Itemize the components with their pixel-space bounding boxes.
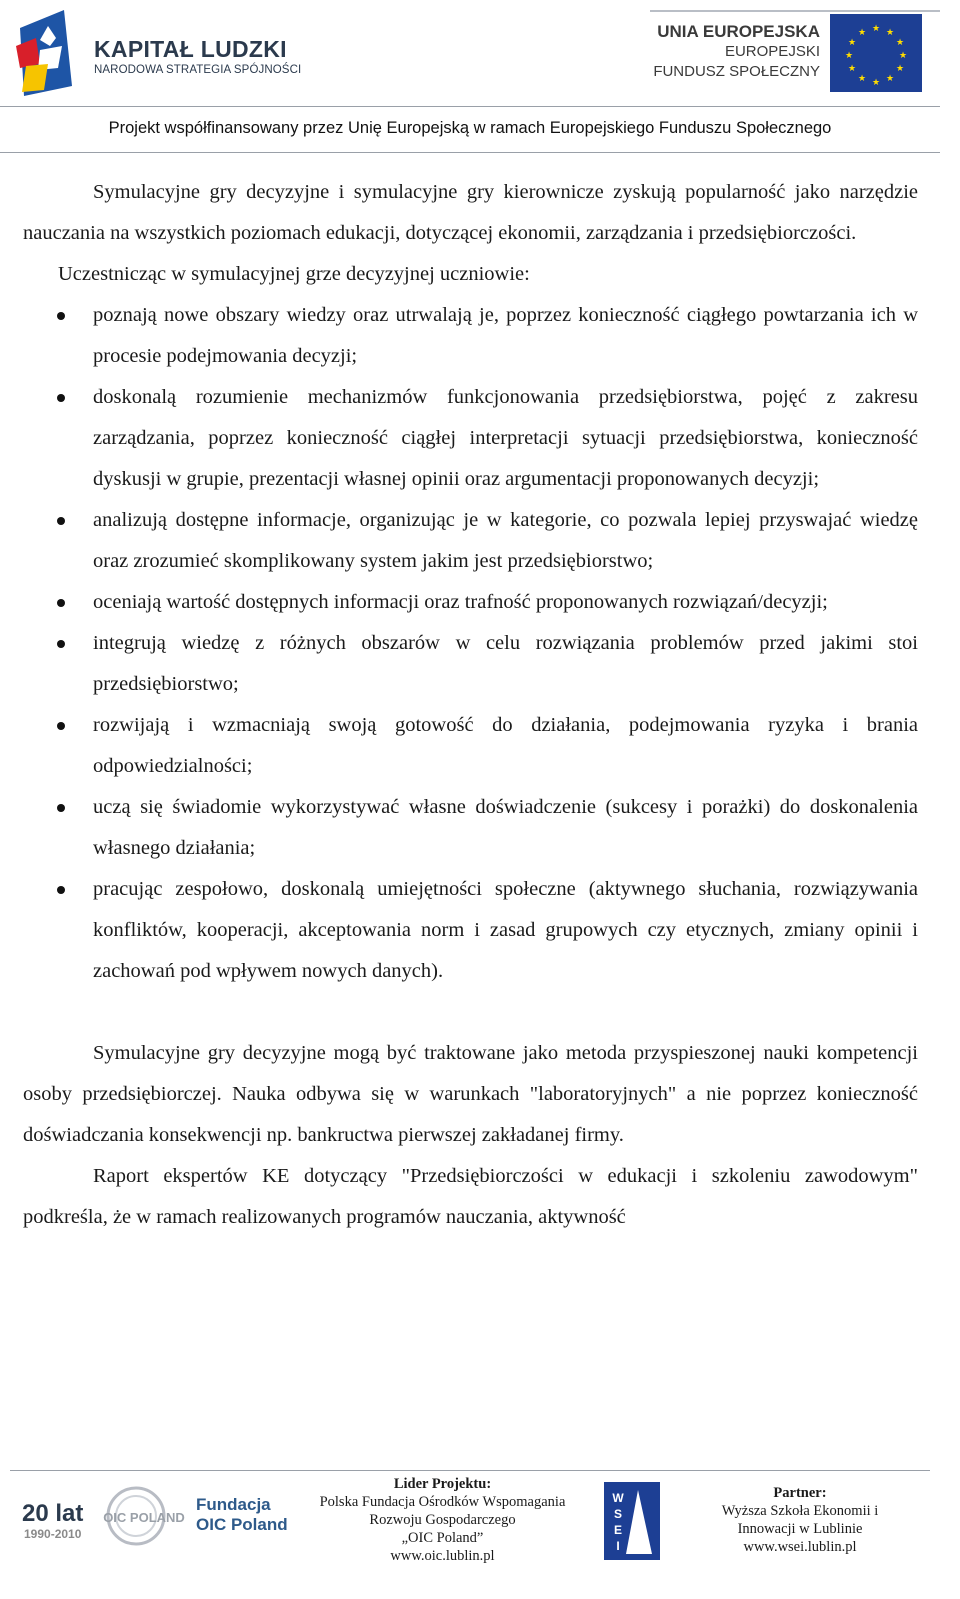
bullet-icon	[57, 886, 65, 894]
svg-text:I: I	[616, 1539, 620, 1553]
svg-text:★: ★	[871, 24, 881, 34]
eu-flag-icon	[830, 14, 922, 92]
kapital-ludzki-title: KAPITAŁ LUDZKI	[94, 36, 287, 62]
list-item: integrują wiedzę z różnych obszarów w celu rozwiązania problemów przed jakimi stoi przedsiębiorstwo;	[23, 623, 918, 705]
partner-url: www.wsei.lublin.pl	[743, 1539, 857, 1555]
oic-poland-label: OIC Poland	[196, 1515, 288, 1534]
list-item: rozwijają i wzmacniają swoją gotowość do działania, podejmowania ryzyka i brania odpowiedzialności;	[23, 705, 918, 787]
anniversary-years: 1990-2010	[24, 1527, 82, 1541]
bullet-icon	[57, 640, 65, 648]
list-item: pracując zespołowo, doskonalą umiejętności społeczne (aktywnego słuchania, rozwiązywania konfliktów, kooperacji, akceptowania norm i zasad grupowych czy etycznych, zmiany opinii i zachowań pod wpływem nowych danych).	[23, 869, 918, 992]
eu-title: UNIA EUROPEJSKA	[657, 22, 820, 41]
list-item: doskonalą rozumienie mechanizmów funkcjonowania przedsiębiorstwa, pojęć z zakresu zarządzania, poprzez konieczność ciągłej interpretacji sytuacji przedsiębiorstwa, konieczność dyskusji w grupie, prezentacji własnej opinii oraz argumentacji proponowanych decyzji;	[23, 377, 918, 500]
svg-text:★: ★	[885, 28, 895, 38]
eu-fund-line1: EUROPEJSKI	[724, 43, 820, 60]
leader-heading: Lider Projektu:	[393, 1476, 492, 1492]
bullet-icon	[57, 394, 65, 402]
paragraph-3: Raport ekspertów KE dotyczący "Przedsiębiorczości w edukacji i szkoleniu zawodowym" podkreśla, że w ramach realizowanych programów nauczania, aktywność	[23, 1165, 918, 1228]
eu-logo-block	[650, 10, 940, 94]
list-intro: Uczestnicząc w symulacyjnej grze decyzyjnej uczniowie:	[58, 263, 530, 285]
bullet-icon	[57, 312, 65, 320]
list-item: oceniają wartość dostępnych informacji oraz trafność proponowanych rozwiązań/decyzji;	[23, 582, 918, 623]
svg-text:★: ★	[871, 78, 881, 88]
svg-text:OIC POLAND: OIC POLAND	[103, 1510, 185, 1525]
svg-text:★: ★	[847, 38, 857, 48]
svg-text:★: ★	[857, 74, 867, 84]
bullet-icon	[57, 722, 65, 730]
footer-divider	[10, 1470, 930, 1471]
eu-top-line	[650, 10, 940, 12]
list-item: poznają nowe obszary wiedzy oraz utrwalają je, poprzez konieczność ciągłego powtarzania ich w procesie podejmowania decyzji;	[23, 295, 918, 377]
eu-fund-line2: FUNDUSZ SPOŁECZNY	[653, 63, 820, 80]
paragraph-1: Symulacyjne gry decyzyjne i symulacyjne gry kierownicze zyskują popularność jako narzędzie nauczania na wszystkich poziomach edukacji, dotyczącej ekonomii, zarządzania i przedsiębiorczości.	[23, 181, 918, 244]
svg-text:★: ★	[844, 51, 854, 61]
cofinancing-note: Projekt współfinansowany przez Unię Europejską w ramach Europejskiego Funduszu Społecznego	[108, 119, 832, 137]
svg-text:★: ★	[857, 28, 867, 38]
leader-name-1: Polska Fundacja Ośrodków Wspomagania	[319, 1494, 566, 1510]
leader-name-2: Rozwoju Gospodarczego	[369, 1512, 516, 1528]
svg-text:★: ★	[895, 64, 905, 74]
project-leader	[300, 1475, 585, 1565]
document-body	[23, 172, 918, 1238]
cofinancing-divider	[0, 152, 940, 153]
project-partner	[700, 1484, 900, 1556]
wsei-logo-icon	[604, 1482, 660, 1560]
kapital-ludzki-logo-icon	[14, 6, 76, 98]
bullet-icon	[57, 804, 65, 812]
svg-text:E: E	[613, 1523, 623, 1537]
header-divider	[0, 106, 940, 107]
leader-name-3: „OIC Poland”	[401, 1530, 484, 1546]
svg-text:★: ★	[895, 38, 905, 48]
anniversary-badge: 20 lat	[22, 1500, 84, 1527]
leader-url: www.oic.lublin.pl	[390, 1548, 495, 1564]
bullet-list	[23, 295, 918, 992]
page-header	[0, 0, 960, 137]
partner-name-2: Innowacji w Lublinie	[737, 1521, 863, 1537]
kapital-ludzki-subtitle: NARODOWA STRATEGIA SPÓJNOŚCI	[94, 64, 302, 76]
list-item: uczą się świadomie wykorzystywać własne doświadczenie (sukcesy i porażki) do doskonalenia własnego działania;	[23, 787, 918, 869]
svg-text:S: S	[613, 1507, 623, 1521]
fundacja-label: Fundacja	[196, 1495, 271, 1514]
partner-heading: Partner:	[773, 1485, 827, 1501]
svg-text:★: ★	[847, 64, 857, 74]
bullet-icon	[57, 599, 65, 607]
svg-text:W: W	[612, 1491, 624, 1505]
paragraph-gap	[23, 992, 918, 1033]
paragraph-2: Symulacyjne gry decyzyjne mogą być traktowane jako metoda przyspieszonej nauki kompetencji osoby przedsiębiorczej. Nauka odbywa się w warunkach "laboratoryjnych" a nie poprzez konieczność doświadczania konsekwencji np. bankructwa pierwszej zakładanej firmy.	[23, 1042, 918, 1146]
bullet-icon	[57, 517, 65, 525]
oic-poland-logo-icon	[100, 1484, 188, 1548]
svg-text:★: ★	[898, 51, 908, 61]
svg-text:★: ★	[885, 74, 895, 84]
list-item: analizują dostępne informacje, organizując je w kategorie, co pozwala lepiej przyswajać wiedzę oraz zrozumieć skomplikowany system jakim jest przedsiębiorstwo;	[23, 500, 918, 582]
partner-name-1: Wyższa Szkoła Ekonomii i	[721, 1503, 879, 1519]
